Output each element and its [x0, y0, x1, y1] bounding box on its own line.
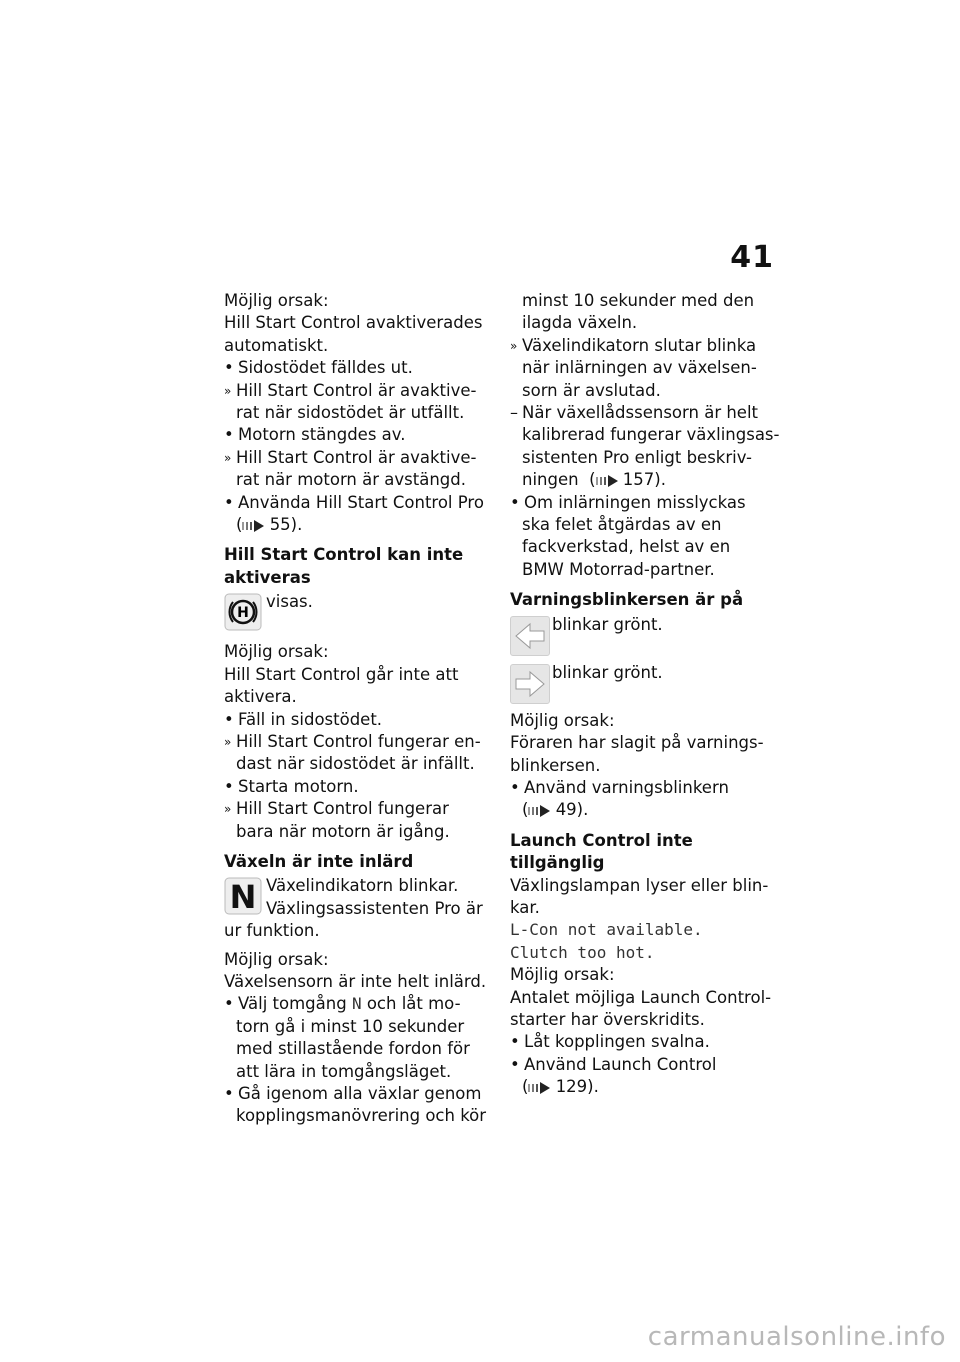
- bullet-item: • Sidostödet fälldes ut.: [224, 358, 413, 378]
- section-text: kar.: [510, 897, 540, 917]
- result-item: » Hill Start Control fungerar en-: [224, 731, 481, 751]
- icon-caption: Växelindikatorn blinkar.: [266, 876, 459, 896]
- bullet-cont: ska felet åtgärdas av en: [522, 515, 722, 535]
- note-item: – När växellådssensorn är helt: [510, 403, 759, 423]
- cause-label: Möjlig orsak:: [224, 291, 329, 310]
- page-ref-arrow-icon: [528, 805, 550, 817]
- section-heading-hazard: Varningsblinkersen är på: [510, 590, 744, 610]
- icon-caption: blinkar grönt.: [552, 662, 663, 682]
- neutral-gear-icon: [224, 877, 262, 915]
- cause-text: blinkersen.: [510, 755, 601, 775]
- result-item-cont: sorn är avslutad.: [522, 380, 661, 400]
- result-item: » Hill Start Control är avaktive-: [224, 447, 477, 467]
- icon-caption: blinkar grönt.: [552, 614, 663, 634]
- note-item-cont: kalibrerad fungerar växlingsas-: [522, 425, 780, 445]
- page-ref-arrow-icon: [596, 475, 618, 487]
- cause-label: Möjlig orsak:: [224, 642, 329, 662]
- section-heading-launch: Launch Control inte tillgänglig: [510, 830, 693, 873]
- section-heading-gear: Växeln är inte inlärd: [224, 851, 414, 871]
- cause-text: Hill Start Control avaktiverades automatiskt.: [224, 313, 483, 355]
- bullet-cont: att lära in tomgångsläget.: [236, 1061, 452, 1081]
- left-column: [224, 290, 496, 1128]
- page-reference: ( 49).: [522, 800, 589, 820]
- section-heading-hill-start: Hill Start Control kan inte aktiveras: [224, 545, 464, 587]
- display-message: L-Con not available.: [510, 920, 703, 940]
- cause-text: Hill Start Control går inte att: [224, 664, 459, 684]
- bullet-cont: fackverkstad, helst av en: [522, 537, 731, 557]
- result-item: » Hill Start Control är avaktive-: [224, 380, 477, 400]
- bullet-item: • Om inlärningen misslyckas: [510, 492, 746, 512]
- page-ref-arrow-icon: [528, 1082, 550, 1094]
- cause-label: Möjlig orsak:: [510, 965, 615, 985]
- note-item-cont: sistenten Pro enligt beskriv-: [522, 447, 752, 467]
- left-turn-indicator-icon: [510, 616, 550, 656]
- result-item-cont: när inlärningen av växelsen-: [522, 358, 757, 378]
- bullet-item: • Gå igenom alla växlar genom: [224, 1084, 482, 1103]
- bullet-item: • Starta motorn.: [224, 776, 359, 796]
- svg-text:H: H: [237, 605, 249, 622]
- neutral-icon-row: [224, 875, 496, 920]
- hill-start-icon-row: [224, 591, 496, 635]
- cause-label: Möjlig orsak:: [510, 710, 615, 730]
- icon-caption: Växlingsassistenten Pro är: [266, 898, 483, 918]
- result-item-cont: rat när motorn är avstängd.: [236, 470, 466, 490]
- right-arrow-icon-row: [510, 662, 786, 706]
- bullet-item: • Använd varningsblinkern: [510, 777, 729, 797]
- right-column: [510, 290, 786, 1099]
- cause-text: aktivera.: [224, 687, 297, 707]
- icon-caption: visas.: [266, 592, 313, 612]
- bullet-item: • Använda Hill Start Control Pro: [224, 492, 484, 512]
- icon-caption-cont: ur funktion.: [224, 921, 320, 941]
- bullet-cont: BMW Motorrad-partner.: [522, 559, 715, 579]
- section-text: Växlingslampan lyser eller blin-: [510, 875, 769, 895]
- cause-text: starter har överskridits.: [510, 1009, 705, 1029]
- bullet-cont: torn gå i minst 10 sekunder: [236, 1016, 465, 1036]
- bullet-cont: med stillastående fordon för: [236, 1039, 470, 1059]
- display-message: Clutch too hot.: [510, 942, 655, 962]
- bullet-cont: kopplingsmanövrering och kör: [236, 1106, 487, 1126]
- svg-text:N: N: [229, 878, 257, 916]
- bullet-item: • Använd Launch Control: [510, 1054, 717, 1074]
- page-reference: ( 129).: [522, 1077, 599, 1097]
- result-item: » Växelindikatorn slutar blinka: [510, 335, 757, 355]
- bullet-item: • Motorn stängdes av.: [224, 425, 406, 445]
- cause-text: Föraren har slagit på varnings-: [510, 733, 764, 753]
- cause-label: Möjlig orsak:: [224, 949, 329, 969]
- bullet-item: • Fäll in sidostödet.: [224, 709, 383, 729]
- result-item-cont: bara när motorn är igång.: [236, 821, 450, 841]
- hill-start-indicator-icon: [224, 593, 262, 631]
- bullet-cont: ilagda växeln.: [522, 313, 638, 333]
- bullet-cont: minst 10 sekunder med den: [522, 291, 755, 310]
- watermark: carmanualsonline.info: [647, 1322, 946, 1352]
- page-number: 41: [730, 240, 774, 275]
- bullet-item: • Välj tomgång N och låt mo-: [224, 994, 461, 1014]
- cause-text: Antalet möjliga Launch Control-: [510, 987, 772, 1007]
- result-item: » Hill Start Control fungerar: [224, 799, 449, 819]
- page-ref-arrow-icon: [242, 520, 264, 532]
- page-reference: ningen ( 157).: [522, 470, 666, 490]
- page-reference: ( 55).: [236, 515, 303, 535]
- result-item-cont: dast när sidostödet är infällt.: [236, 754, 475, 774]
- right-turn-indicator-icon: [510, 664, 550, 704]
- cause-text: Växelsensorn är inte helt inlärd.: [224, 971, 487, 991]
- bullet-item: • Låt kopplingen svalna.: [510, 1032, 710, 1052]
- result-item-cont: rat när sidostödet är utfällt.: [236, 403, 465, 423]
- left-arrow-icon-row: [510, 614, 786, 658]
